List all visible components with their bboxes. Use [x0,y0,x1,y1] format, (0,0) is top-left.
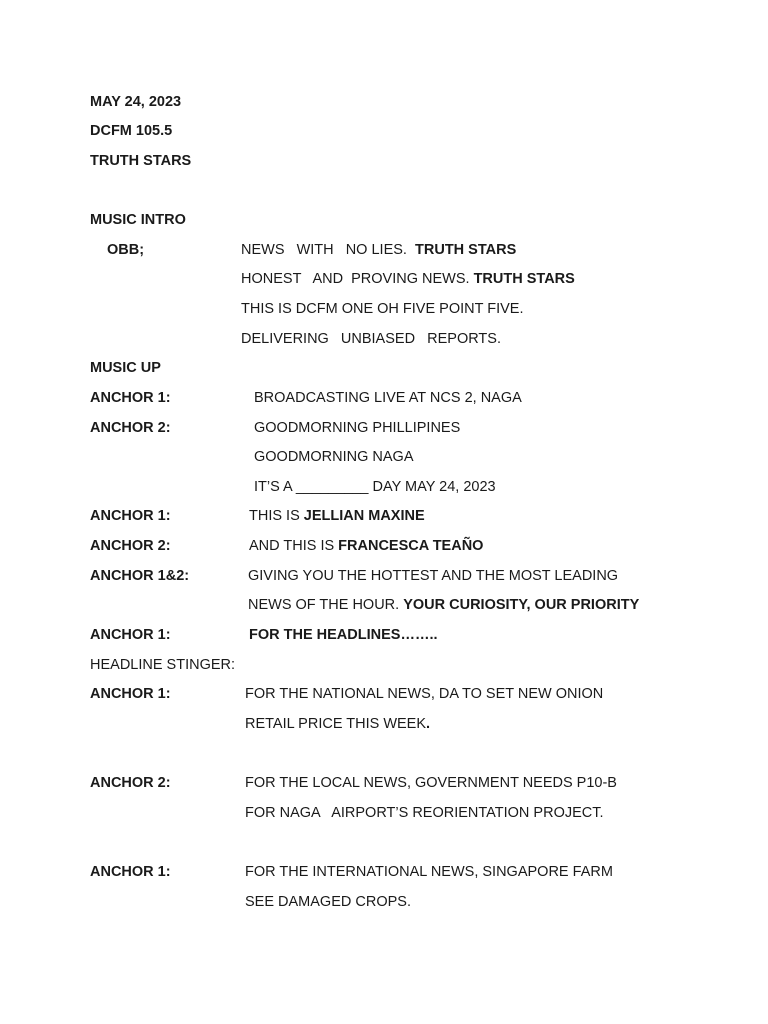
obb-line-2: HONEST AND PROVING NEWS. TRUTH STARS [241,271,575,287]
obb-line-4: DELIVERING UNBIASED REPORTS. [241,331,501,347]
dialogue-line: GIVING YOU THE HOTTEST AND THE MOST LEADING [248,568,619,584]
music-intro-cue: MUSIC INTRO [90,212,186,228]
dialogue-line: GOODMORNING NAGA [254,449,414,465]
speaker-anchor-2: ANCHOR 2: [90,420,171,436]
dialogue-line: GOODMORNING PHILLIPINES [254,420,461,436]
speaker-anchor-1: ANCHOR 1: [90,686,171,702]
dialogue-line: NEWS OF THE HOUR. YOUR CURIOSITY, OUR PRIORITY [248,597,640,613]
dialogue-line: SEE DAMAGED CROPS. [245,894,411,910]
music-up-cue: MUSIC UP [90,360,161,376]
dialogue-line: THIS IS JELLIAN MAXINE [249,508,425,524]
dialogue-line: FOR NAGA AIRPORT’S REORIENTATION PROJECT. [245,805,604,821]
station-line: DCFM 105.5 [90,123,173,139]
speaker-anchor-1: ANCHOR 1: [90,508,171,524]
speaker-anchor-1: ANCHOR 1: [90,864,171,880]
obb-line-1: NEWS WITH NO LIES. TRUTH STARS [241,242,517,258]
speaker-anchor-2: ANCHOR 2: [90,538,171,554]
dialogue-line: FOR THE HEADLINES…….. [249,627,438,643]
show-title: TRUTH STARS [90,153,192,169]
obb-line-3: THIS IS DCFM ONE OH FIVE POINT FIVE. [241,301,524,317]
speaker-anchor-2: ANCHOR 2: [90,775,171,791]
speaker-anchor-1: ANCHOR 1: [90,627,171,643]
headline-stinger-cue: HEADLINE STINGER: [90,657,236,673]
dialogue-line: RETAIL PRICE THIS WEEK. [245,716,431,732]
dialogue-line: FOR THE NATIONAL NEWS, DA TO SET NEW ONION [245,686,604,702]
obb-label: OBB; [107,242,145,258]
speaker-anchor-1: ANCHOR 1: [90,390,171,406]
speaker-anchor-1-2: ANCHOR 1&2: [90,568,190,584]
dialogue-line: FOR THE LOCAL NEWS, GOVERNMENT NEEDS P10-B [245,775,617,791]
dialogue-line: AND THIS IS FRANCESCA TEAÑO [249,538,484,554]
dialogue-line: BROADCASTING LIVE AT NCS 2, NAGA [254,390,522,406]
date-line: MAY 24, 2023 [90,94,182,110]
dialogue-line: IT’S A _________ DAY MAY 24, 2023 [254,479,496,495]
dialogue-line: FOR THE INTERNATIONAL NEWS, SINGAPORE FARM [245,864,613,880]
